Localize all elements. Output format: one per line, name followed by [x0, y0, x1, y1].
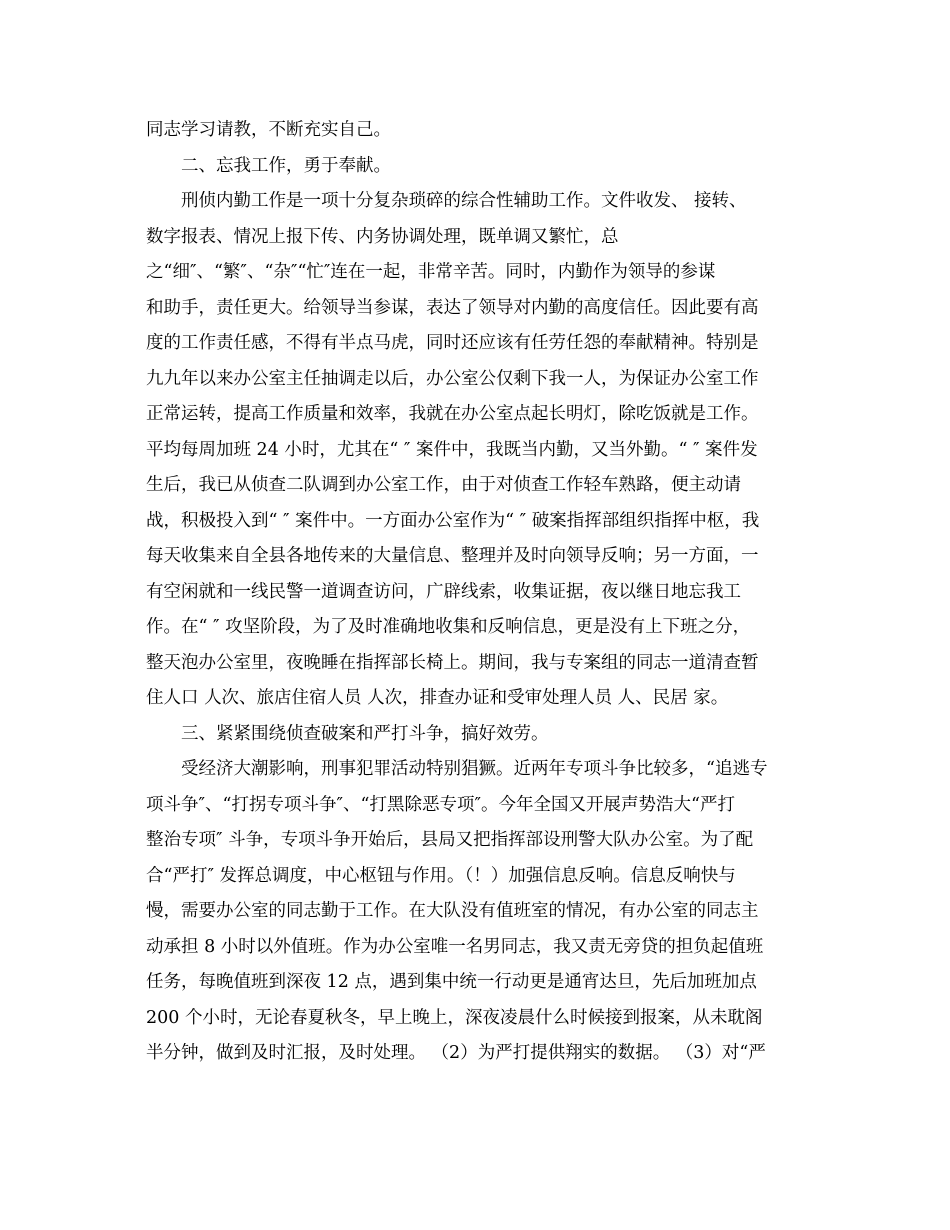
text-line: 任务，每晚值班到深夜 12 点，遇到集中统一行动更是通宵达旦，先后加班加点 [146, 972, 757, 992]
text-line: 慢，需要办公室的同志勤于工作。在大队没有值班室的情况，有办公室的同志主 [146, 901, 759, 921]
text-line: 200 个小时，无论春夏秋冬，早上晚上，深夜凌晨什么时候接到报案，从未耽阁 [146, 1007, 763, 1028]
text-line: 平均每周加班 24 小时，尤其在“ ″ 案件中，我既当内勤，又当外勤。“ ″ 案件发 [146, 439, 758, 460]
text-line: 作。在“ ″ 攻坚阶段，为了及时准确地收集和反响信息，更是没有上下班之分， [146, 617, 751, 637]
text-line: 项斗争″、“打拐专项斗争″、“打黑除恶专项″。今年全国又开展声势浩大“严打 [146, 794, 735, 815]
text-line: 同志学习请教，不断充实自己。 [146, 120, 391, 140]
text-line: 生后，我已从侦查二队调到办公室工作，由于对侦查工作轻车熟路，便主动请 [146, 475, 741, 495]
document-body [146, 113, 806, 1072]
text-line: 整天泡办公室里，夜晚睡在指挥部长椅上。期间，我与专案组的同志一道清查暂 [146, 652, 759, 673]
text-line: 战，积极投入到“ ″ 案件中。一方面办公室作为“ ″ 破案指挥部组织指挥中枢，我 [146, 510, 760, 531]
text-line: 半分钟，做到及时汇报，及时处理。 （2）为严打提供翔实的数据。 （3）对“严 [146, 1043, 766, 1063]
text-line: 每天收集来自全县各地传来的大量信息、整理并及时向领导反响；另一方面，一 [146, 546, 759, 566]
text-line: 和助手，责任更大。给领导当参谋，表达了领导对内勤的高度信任。因此要有高 [146, 297, 759, 318]
text-line: 合“严打″ 发挥总调度，中心枢钮与作用。（！）加强信息反响。信息反响快与 [146, 865, 736, 886]
text-line: 刑侦内勤工作是一项十分复杂琐碎的综合性辅助工作。文件收发、 接转、 [181, 191, 747, 211]
text-line: 九九年以来办公室主任抽调走以后，办公室公仅剩下我一人，为保证办公室工作 [146, 368, 759, 389]
text-line: 住人口 人次、旅店住宿人员 人次，排查办证和受审处理人员 人、民居 家。 [146, 688, 729, 708]
text-line: 度的工作责任感，不得有半点马虎，同时还应该有任劳任怨的奉献精神。特别是 [146, 333, 759, 353]
text-line: 受经济大潮影响，刑事犯罪活动特别猖獗。近两年专项斗争比较多，“追逃专 [181, 759, 768, 779]
text-line: 之“细″、“繁″、“杂″“忙″连在一起，非常辛苦。同时，内勤作为领导的参谋 [146, 262, 716, 282]
text-line: 有空闲就和一线民警一道调查访问，广辟线索，收集证据，夜以继日地忘我工 [146, 581, 741, 602]
text-line: 动承担 8 小时以外值班。作为办公室唯一名男同志，我又责无旁贷的担负起值班 [146, 936, 764, 957]
section-heading: 三、紧紧围绕侦查破案和严打斗争，搞好效劳。 [181, 723, 549, 744]
text-line: 数字报表、情况上报下传、内务协调处理，既单调又繁忙，总 [146, 226, 619, 247]
section-heading: 二、忘我工作，勇于奉献。 [181, 155, 391, 176]
text-line: 整治专项″ 斗争，专项斗争开始后，县局又把指挥部设刑警大队办公室。为了配 [146, 830, 754, 850]
text-line: 正常运转，提高工作质量和效率，我就在办公室点起长明灯，除吃饭就是工作。 [146, 404, 759, 424]
